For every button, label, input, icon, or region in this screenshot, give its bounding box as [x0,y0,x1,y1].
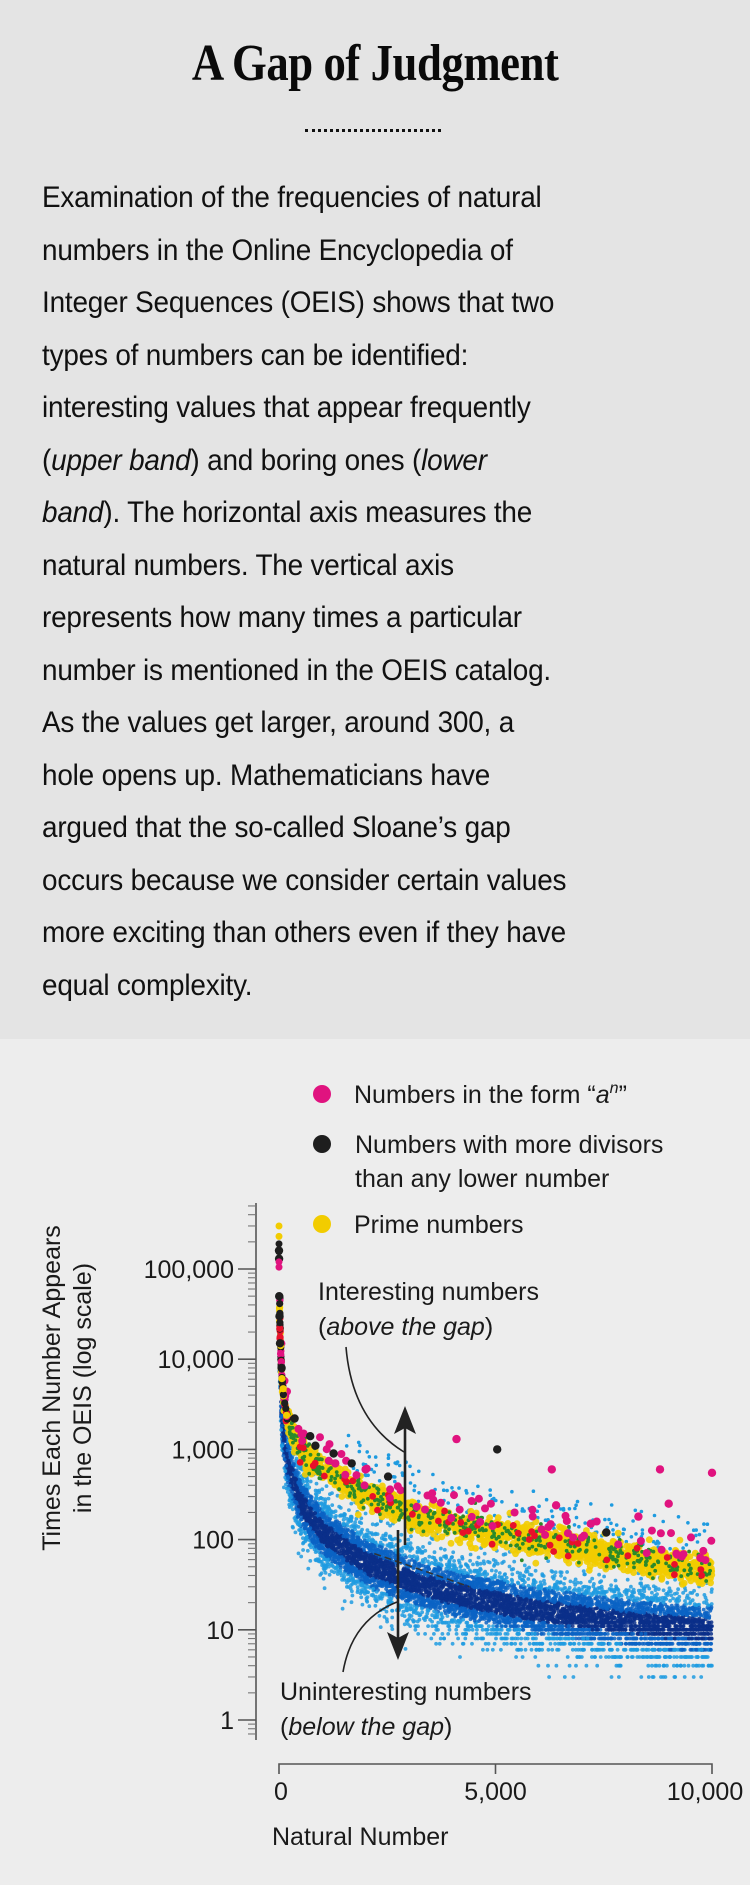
power-point [665,1500,673,1508]
legend-label-powers: Numbers in the form “$a^n$” [354,1080,627,1109]
highly-composite-point [275,1292,283,1300]
y-tick-label: 1,000 [171,1436,234,1465]
power-point [634,1512,642,1520]
description-text [42,172,722,1012]
highly-composite-point [602,1528,610,1536]
annotation-uninteresting-sub: (below the gap) [280,1713,453,1741]
annotation-interesting-sub: (above the gap) [318,1313,494,1341]
power-point [361,1465,369,1473]
x-tick-label: 10,000 [666,1778,744,1806]
description-line: argued that the so-called Sloane’s gap [42,811,511,844]
highly-composite-point [348,1459,356,1467]
legend-label-highly-composite: than any lower number [355,1165,610,1193]
power-point [552,1501,560,1509]
x-tick-label: 0 [274,1778,288,1806]
annotation-interesting: Interesting numbers [318,1278,539,1306]
y-tick-label: 1 [220,1707,234,1735]
power-point [452,1435,460,1443]
description-line: equal complexity. [42,968,253,1002]
description-line: Examination of the frequencies of natural [42,181,542,214]
y-axis-title-line: in the OEIS (log scale) [69,1262,97,1514]
x-axis-title: Natural Number [272,1823,449,1851]
power-point [656,1465,664,1473]
legend-dot-highly-composite [313,1135,331,1153]
legend-dot-powers [313,1085,331,1103]
x-tick-label: 5,000 [464,1778,527,1806]
power-point [708,1469,716,1477]
power-point [548,1465,556,1473]
description-line: Integer Sequences (OEIS) shows that two [42,286,555,319]
power-point [587,1520,595,1528]
legend-dot-primes [313,1215,331,1233]
y-axis-title-line: Times Each Number Appears [38,1225,66,1551]
y-tick-label: 100,000 [143,1256,234,1284]
description-line: number is mentioned in the OEIS catalog. [42,653,552,687]
highly-composite-point [329,1449,337,1457]
highly-composite-point [384,1472,392,1480]
highly-composite-point [493,1445,501,1453]
description-line: (upper band) and boring ones (lower [42,443,487,477]
highly-composite-point [290,1414,298,1422]
leader-line-down [343,1602,397,1672]
y-axis-title [38,1225,97,1551]
description-line: types of numbers can be identified: [42,338,469,372]
description-line: occurs because we consider certain values [42,863,567,897]
highly-composite-point [277,1364,285,1372]
description-line: band). The horizontal axis measures the [42,496,533,529]
power-point [331,1459,339,1467]
highly-composite-point [311,1442,319,1450]
y-tick-label: 100 [192,1526,234,1555]
y-tick-label: 10,000 [157,1346,234,1375]
description-line: represents how many times a particular [42,601,522,634]
description-line: numbers in the Online Encyclopedia of [42,233,513,267]
legend-label-primes: Prime numbers [354,1211,524,1239]
description-line: natural numbers. The vertical axis [42,548,454,582]
description-line: more exciting than others even if they have [42,916,566,949]
title-divider [305,129,441,132]
description-line: interesting values that appear frequently [42,391,531,424]
description-line: As the values get larger, around 300, a [42,706,515,739]
page-title: A Gap of Judgment [191,35,559,92]
scatter-chart [0,1039,750,1885]
y-tick-label: 10 [206,1616,234,1645]
leader-line-up [346,1347,404,1452]
description-line: hole opens up. Mathematicians have [42,758,491,792]
legend-label-highly-composite: Numbers with more divisors [355,1131,664,1159]
legend [313,1080,663,1239]
annotation-uninteresting: Uninteresting numbers [280,1678,532,1706]
highly-composite-point [276,1339,284,1347]
highly-composite-point [275,1312,283,1320]
highly-composite-point [306,1432,314,1440]
